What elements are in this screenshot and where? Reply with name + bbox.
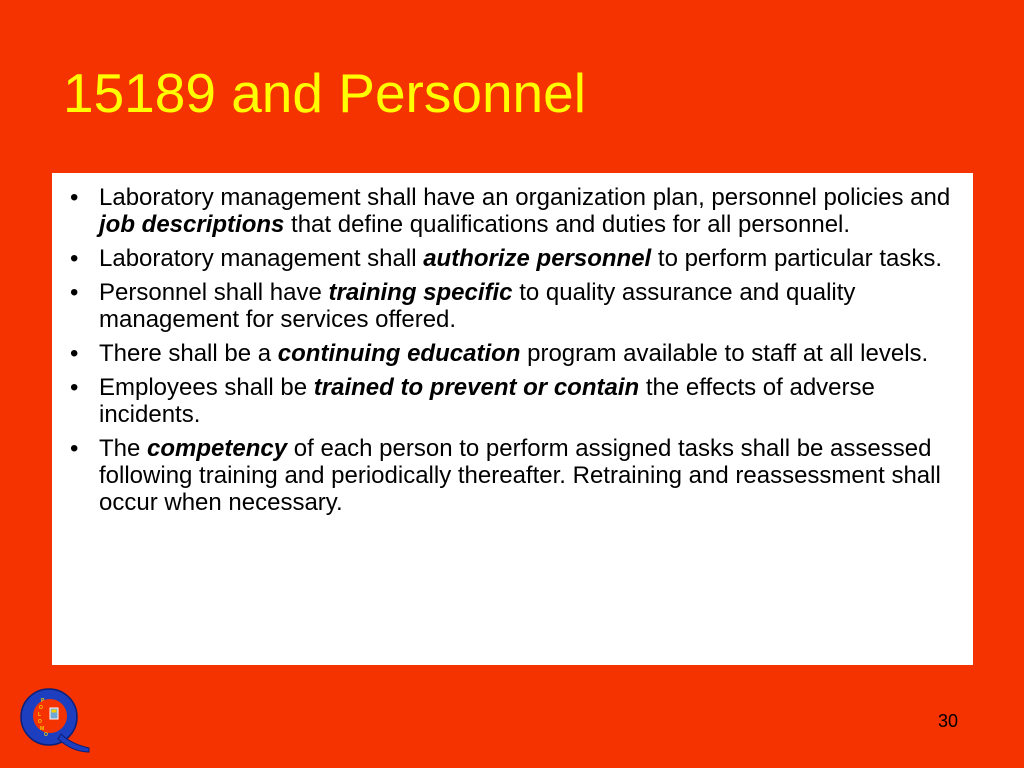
bullet-text: Personnel shall have	[99, 279, 329, 306]
bullet-text: the effects of adverse incidents.	[99, 374, 875, 428]
bullet-text: The	[99, 435, 148, 462]
bullet-text: of each person to perform assigned tasks shall be assessed following training and periodically thereafter. Retraining and reassessment shall occur when necessary.	[99, 435, 941, 516]
bullet-text: Employees shall be	[99, 374, 314, 401]
bullet-text: Laboratory management shall have an organization plan, personnel policies and	[99, 184, 951, 211]
slide-title: 15189 and Personnel	[63, 62, 586, 124]
logo-ring-letter: O	[44, 732, 48, 738]
bullet-text: Laboratory management shall	[99, 245, 424, 272]
bullet-text: program available to staff at all levels.	[520, 340, 929, 367]
bullet-text: There shall be a	[99, 340, 278, 367]
logo-ring-letter: O	[38, 719, 42, 725]
bullet-emphasis: trained to prevent or contain	[313, 374, 640, 401]
bullet-emphasis: competency	[147, 435, 288, 462]
logo-emblem-detail-icon	[52, 710, 57, 713]
bullet-item-2	[62, 245, 959, 272]
bullet-item-6	[62, 435, 959, 516]
logo-ring-letter: M	[40, 726, 45, 732]
bullet-text: to perform particular tasks.	[651, 245, 942, 272]
bullet-emphasis: continuing education	[277, 340, 521, 367]
polomo-q-logo	[13, 684, 93, 754]
logo-q-tail	[58, 734, 89, 752]
bullet-emphasis: authorize personnel	[423, 245, 652, 272]
bullet-item-5	[62, 374, 959, 428]
bullet-list	[62, 184, 959, 516]
bullet-emphasis: training specific	[328, 279, 513, 306]
bullet-text: to quality assurance and quality management for services offered.	[99, 279, 856, 333]
content-box	[52, 173, 973, 665]
logo-ring-letter: O	[39, 705, 43, 711]
bullet-item-1	[62, 184, 959, 238]
slide-number: 30	[938, 711, 959, 731]
bullet-emphasis: job descriptions	[99, 211, 285, 238]
logo-ring-letter: P	[41, 698, 45, 704]
bullet-text: that define qualifications and duties for all personnel.	[284, 211, 851, 238]
bullet-item-3	[62, 279, 959, 333]
bullet-item-4	[62, 340, 959, 367]
logo-ring-letter: L	[38, 712, 42, 718]
